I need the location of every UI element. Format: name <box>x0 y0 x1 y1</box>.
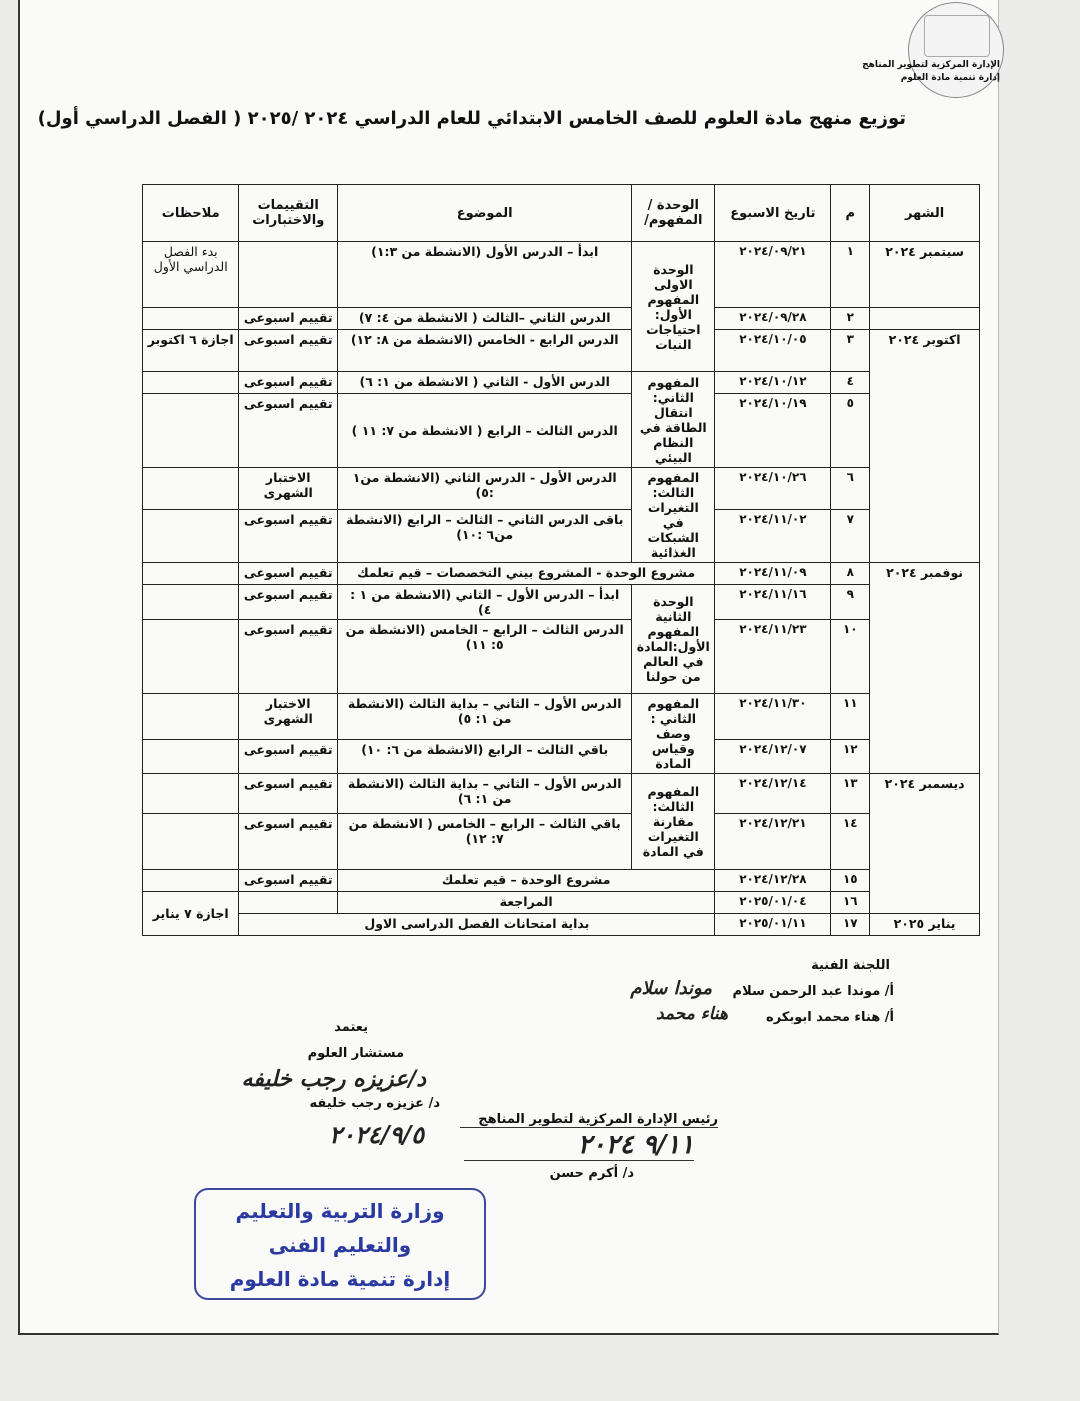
row-note <box>143 468 239 510</box>
month-cell: يناير ٢٠٢٥ <box>870 914 980 936</box>
table-row <box>143 914 980 936</box>
row-num: ١٧ <box>831 914 870 936</box>
head-signature: ٩/١١ ٢٠٢٤ <box>464 1130 694 1161</box>
approval-signature: د/عزيزه رجب خليفه <box>241 1066 426 1092</box>
row-note <box>143 694 239 740</box>
row-note <box>143 308 239 330</box>
row-topic: باقى الدرس الثاني – الثالث – الرابع (الانشطة من٦ :١٠) <box>338 510 632 563</box>
row-note: بدء الفصل الدراسي الأول <box>143 242 239 308</box>
row-num: ٣ <box>831 330 870 372</box>
approval-name: د/ عزيزه رجب خليفه <box>309 1096 440 1111</box>
row-num: ١٢ <box>831 740 870 774</box>
head-role: رئيس الإدارة المركزية لتطوير المناهج <box>460 1112 718 1128</box>
row-topic: الدرس الثالث – الرابع ( الانشطة من ٧: ١١ ) <box>338 394 632 468</box>
official-stamp <box>194 1188 486 1300</box>
col-topic: الموضوع <box>338 185 632 242</box>
page-title: توزيع منهج مادة العلوم للصف الخامس الابتدائي للعام الدراسي ٢٠٢٤ /٢٠٢٥ ( الفصل الدراسي أول) <box>37 108 906 129</box>
col-week-date: تاريخ الاسبوع <box>715 185 831 242</box>
row-assessment: تقييم اسبوعى <box>239 510 338 563</box>
row-assessment: تقييم اسبوعى <box>239 372 338 394</box>
row-assessment: الاختبار الشهرى <box>239 468 338 510</box>
col-notes: ملاحظات <box>143 185 239 242</box>
row-topic: الدرس الرابع - الخامس (الانشطة من ٨: ١٢) <box>338 330 632 372</box>
row-date: ٢٠٢٥/٠١/١١ <box>715 914 831 936</box>
row-assessment: تقييم اسبوعى <box>239 620 338 694</box>
dept-line1: الإدارة المركزية لتطوير المناهج <box>862 60 1000 70</box>
month-cell: اكتوبر ٢٠٢٤ <box>870 330 980 563</box>
row-num: ١٤ <box>831 814 870 870</box>
month-cell: ديسمبر ٢٠٢٤ <box>870 774 980 914</box>
row-num: ١١ <box>831 694 870 740</box>
row-assessment: الاختبار الشهرى <box>239 694 338 740</box>
row-assessment: تقييم اسبوعى <box>239 563 338 585</box>
unit-cell: المفهوم الثالث: مقارنة التغيرات في المادة <box>632 774 715 870</box>
row-assessment: تقييم اسبوعى <box>239 740 338 774</box>
row-date: ٢٠٢٤/١٠/٢٦ <box>715 468 831 510</box>
row-date: ٢٠٢٤/١٢/١٤ <box>715 774 831 814</box>
table-row <box>143 468 980 510</box>
row-num: ٩ <box>831 585 870 620</box>
table-row <box>143 585 980 620</box>
committee-member-1: أ/ موندا عبد الرحمن سلام <box>732 984 894 999</box>
approval-role: مستشار العلوم <box>307 1046 404 1061</box>
table-row <box>143 242 980 308</box>
row-num: ١٦ <box>831 892 870 914</box>
row-num: ٨ <box>831 563 870 585</box>
row-topic: بداية امتحانات الفصل الدراسى الاول <box>239 914 715 936</box>
row-num: ٤ <box>831 372 870 394</box>
row-date: ٢٠٢٤/١٢/٢٨ <box>715 870 831 892</box>
row-topic: ابدأ – الدرس الأول – الثاني (الانشطة من ١ : ٤) <box>338 585 632 620</box>
row-topic: المراجعة <box>338 892 715 914</box>
row-topic: مشروع الوحدة – قيم تعلمك <box>338 870 715 892</box>
unit-cell: المفهوم الثاني : وصف وقياس المادة <box>632 694 715 774</box>
row-num: ١٣ <box>831 774 870 814</box>
row-note <box>143 870 239 892</box>
row-date: ٢٠٢٤/١٢/٢١ <box>715 814 831 870</box>
row-topic: باقي الثالث – الرابع (الانشطة من ٦: ١٠) <box>338 740 632 774</box>
row-note: اجازة ٧ يناير <box>143 892 239 936</box>
table-row <box>143 814 980 870</box>
row-assessment: تقييم اسبوعى <box>239 308 338 330</box>
row-note: اجازة ٦ اكتوبر <box>143 330 239 372</box>
stamp-line-2: والتعليم الفنى <box>268 1233 412 1257</box>
row-topic: ابدأ – الدرس الأول (الانشطة من ١:٣) <box>338 242 632 308</box>
stamp-line-1: وزارة التربية والتعليم <box>235 1199 445 1223</box>
stamp-line-3: إدارة تنمية مادة العلوم <box>229 1267 451 1291</box>
row-assessment: تقييم اسبوعى <box>239 394 338 468</box>
committee-heading: اللجنة الفنية <box>811 958 890 973</box>
row-topic: الدرس الأول - الدرس الثاني (الانشطة من١ :٥) <box>338 468 632 510</box>
unit-cell: المفهوم الثاني: انتقال الطاقة في النظام البيئي <box>632 372 715 468</box>
table-row <box>143 740 980 774</box>
ministry-logo <box>908 2 1004 98</box>
row-topic: الدرس الثالث – الرابع – الخامس (الانشطة من ٥: ١١) <box>338 620 632 694</box>
row-num: ١ <box>831 242 870 308</box>
row-date: ٢٠٢٤/١١/١٦ <box>715 585 831 620</box>
row-num: ١٠ <box>831 620 870 694</box>
row-topic: الدرس الأول - الثاني ( الانشطة من ١: ٦) <box>338 372 632 394</box>
committee-member-2-signature: هناء محمد <box>655 1004 728 1024</box>
row-note <box>143 774 239 814</box>
col-num: م <box>831 185 870 242</box>
row-date: ٢٠٢٤/٠٩/٢١ <box>715 242 831 308</box>
row-topic: الدرس الأول – الثاني – بداية الثالث (الانشطة من ١: ٥) <box>338 694 632 740</box>
unit-cell: الوحدة الاولى المفهوم الأول: احتياجات النبات <box>632 242 715 372</box>
table-row <box>143 620 980 694</box>
row-assessment: تقييم اسبوعى <box>239 814 338 870</box>
row-note <box>143 620 239 694</box>
row-num: ٥ <box>831 394 870 468</box>
row-date: ٢٠٢٤/١١/٣٠ <box>715 694 831 740</box>
row-note <box>143 372 239 394</box>
row-num: ٢ <box>831 308 870 330</box>
row-date: ٢٠٢٤/١١/٢٣ <box>715 620 831 694</box>
dept-line2: إدارة تنمية مادة العلوم <box>900 73 1000 83</box>
row-date: ٢٠٢٤/١٠/٠٥ <box>715 330 831 372</box>
row-topic: مشروع الوحدة - المشروع بيني التخصصات – قيم تعلمك <box>338 563 715 585</box>
row-assessment: تقييم اسبوعى <box>239 870 338 892</box>
month-cell: سبتمبر ٢٠٢٤ <box>870 242 980 308</box>
row-date: ٢٠٢٥/٠١/٠٤ <box>715 892 831 914</box>
table-row <box>143 330 980 372</box>
row-date: ٢٠٢٤/٠٩/٢٨ <box>715 308 831 330</box>
table-row <box>143 563 980 585</box>
month-cell <box>870 308 980 330</box>
table-row <box>143 892 980 914</box>
col-assessment: التقييمات والاختبارات <box>239 185 338 242</box>
row-assessment <box>239 892 338 914</box>
row-num: ٦ <box>831 468 870 510</box>
col-month: الشهر <box>870 185 980 242</box>
unit-cell: الوحدة الثانية المفهوم الأول:المادة في العالم من حولنا <box>632 585 715 694</box>
row-assessment: تقييم اسبوعى <box>239 774 338 814</box>
logo-emblem <box>924 15 990 57</box>
row-date: ٢٠٢٤/١٠/١٩ <box>715 394 831 468</box>
row-note <box>143 585 239 620</box>
row-assessment: تقييم اسبوعى <box>239 585 338 620</box>
table-row <box>143 372 980 394</box>
row-topic: باقي الثالث – الرابع – الخامس ( الانشطة من ٧: ١٢) <box>338 814 632 870</box>
row-num: ١٥ <box>831 870 870 892</box>
row-note <box>143 740 239 774</box>
committee-member-2: أ/ هناء محمد ابوبكره <box>766 1010 894 1025</box>
table-row <box>143 774 980 814</box>
row-date: ٢٠٢٤/١١/٠٢ <box>715 510 831 563</box>
table-row <box>143 510 980 563</box>
table-row <box>143 308 980 330</box>
row-note <box>143 814 239 870</box>
row-note <box>143 394 239 468</box>
row-date: ٢٠٢٤/١١/٠٩ <box>715 563 831 585</box>
curriculum-table <box>142 184 980 936</box>
approval-label: يعتمد <box>334 1020 368 1035</box>
table-header-row <box>143 185 980 242</box>
row-note <box>143 563 239 585</box>
unit-cell: المفهوم الثالث: التغيرات في الشبكات الغذائية <box>632 468 715 563</box>
committee-member-1-signature: موندا سلام <box>630 978 712 999</box>
row-date: ٢٠٢٤/١٠/١٢ <box>715 372 831 394</box>
approval-date: ٢٠٢٤/٩/٥ <box>329 1120 424 1149</box>
row-num: ٧ <box>831 510 870 563</box>
row-topic: الدرس الثاني –الثالث ( الانشطة من ٤: ٧) <box>338 308 632 330</box>
table-row <box>143 694 980 740</box>
document-page <box>18 0 999 1335</box>
row-note <box>143 510 239 563</box>
row-assessment <box>239 242 338 308</box>
table-row <box>143 394 980 468</box>
row-date: ٢٠٢٤/١٢/٠٧ <box>715 740 831 774</box>
table-row <box>143 870 980 892</box>
head-name: د/ أكرم حسن <box>549 1166 634 1181</box>
col-unit: الوحدة /المفهوم/ <box>632 185 715 242</box>
month-cell: نوفمبر ٢٠٢٤ <box>870 563 980 774</box>
row-assessment: تقييم اسبوعى <box>239 330 338 372</box>
row-topic: الدرس الأول – الثاني – بداية الثالث (الانشطة من ١: ٦) <box>338 774 632 814</box>
